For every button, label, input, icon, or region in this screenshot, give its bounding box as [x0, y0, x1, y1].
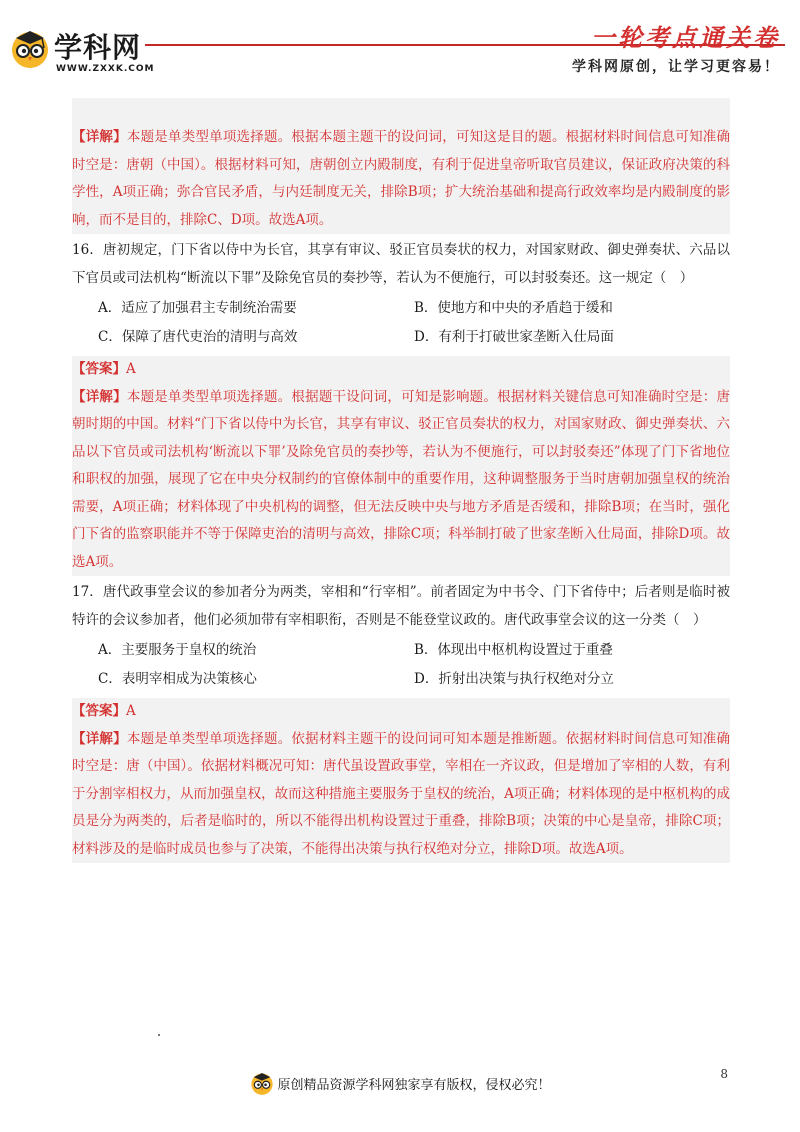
option-c: C．表明宰相成为决策核心 — [98, 671, 257, 687]
answer-label: 【答案】 — [72, 361, 126, 377]
prev-explanation — [72, 124, 730, 234]
option-c: C．保障了唐代吏治的清明与高效 — [98, 329, 298, 345]
explanation-label: 【详解】 — [72, 388, 127, 405]
option-b: B．体现出中枢机构设置过于重叠 — [414, 642, 613, 658]
footer-inner — [249, 1070, 550, 1096]
option-b: B．使地方和中央的矛盾趋于缓和 — [414, 300, 613, 316]
answer-value: A — [126, 703, 136, 719]
explanation-text: 本题是单类型单项选择题。根据本题主题干的设问词，可知这是目的题。根据材料时间信息可知准确时空是：唐朝（中国）。根据材料可知，唐朝创立内殿制度，有利于促进皇帝听取官员建议，保证政府决策的科学性，A项正确；弥合官民矛盾，与内廷制度无关，排除B项；扩大统治基础和提高行政效率均是内殿制度的影响，而不是目的，排除C、D项。故选A项。 — [72, 129, 731, 228]
question-17-stem: 17．唐代政事堂会议的参加者分为两类，宰相和“行宰相”。前者固定为中书令、门下省侍中；后者则是临时被特许的会议参加者，他们必须加带有宰相职衔，否则是不能登堂议政的。唐代政事堂会议的这一分类（ ） — [72, 584, 730, 628]
option-a: A．主要服务于皇权的统治 — [98, 642, 257, 658]
owl-mascot-icon — [8, 26, 52, 70]
logo-url: WWW.ZXXK.COM — [56, 64, 155, 74]
option-d: D．折射出决策与执行权绝对分立 — [414, 671, 614, 687]
owl-mascot-icon — [249, 1070, 275, 1096]
copyright-notice: 原创精品资源学科网独家享有版权，侵权必究！ — [277, 1077, 551, 1093]
explanation-label: 【详解】 — [72, 730, 127, 747]
page-footer — [0, 1070, 800, 1100]
option-a: A．适应了加强君主专制统治需要 — [98, 300, 297, 316]
answer-line — [72, 698, 730, 726]
stray-dot — [158, 1034, 160, 1036]
question-17-answer-block — [72, 698, 730, 863]
explanation-text: 本题是单类型单项选择题。根据题干设问词，可知是影响题。根据材料关键信息可知准确时空是：唐朝时期的中国。材料“门下省以侍中为长官，其享有审议、驳正官员奏状的权力，对国家财政、御史弹奏状、六品以下官员或司法机构‘断流以下罪’及除免官员的奏抄等，若认为不便施行，可以封驳奏还”体现了门下省地位和职权的加强，展现了它在中央分权制约的官僚体制中的重要作用，这种调整服务于当时唐朝加强皇权的统治需要，A项正确；材料体现了中央机构的调整，但无法反映中央与地方矛盾是否缓和，排除B项；在当时，强化门下省的监察职能并不等于保障吏治的清明与高效，排除C项；科举制打破了世家垄断入仕局面，排除D项。故选A项。 — [72, 388, 731, 570]
explanation-label: 【详解】 — [72, 129, 127, 145]
question-16-options — [72, 294, 730, 352]
shade-spacer — [72, 98, 730, 124]
answer-label: 【答案】 — [72, 703, 126, 719]
explanation-text: 本题是单类型单项选择题。依据材料主题干的设问词可知本题是推断题。依据材料时间信息可知准确时空是：唐（中国）。依据材料概况可知：唐代虽设置政事堂，宰相在一齐议政，但是增加了宰相的人数，有利于分割宰相权力，从而加强皇权，故而这种措施主要服务于皇权的统治，A项正确；材料体现的是中枢机构的成员是分为两类的，后者是临时的，所以不能得出机构设置过于重叠，排除B项；决策的中心是皇帝，排除C项；材料涉及的是临时成员也参与了决策，不能得出决策与执行权绝对分立，排除D项。故选A项。 — [72, 730, 731, 857]
answer-line — [72, 356, 730, 384]
question-16-explanation — [72, 384, 730, 577]
question-16-stem: 16．唐初规定，门下省以侍中为长官，其享有审议、驳正官员奏状的权力，对国家财政、御史弹奏状、六品以下官员或司法机构“断流以下罪”及除免官员的奏抄等，若认为不便施行，可以封驳奏还。这一规定（ ） — [72, 242, 730, 286]
question-17-options — [72, 636, 730, 694]
question-17-explanation — [72, 726, 730, 864]
answer-value: A — [126, 361, 136, 377]
series-title: 一轮考点通关卷 — [591, 23, 780, 52]
page-content — [72, 98, 730, 863]
logo-name: 学科网 — [54, 31, 142, 64]
question-16-answer-block — [72, 356, 730, 576]
slogan: 学科网原创，让学习更容易！ — [572, 59, 780, 75]
page-header — [0, 0, 800, 95]
option-d: D．有利于打破世家垄断入仕局面 — [414, 329, 614, 345]
page-number: 8 — [720, 1067, 728, 1081]
prev-explanation-block — [72, 98, 730, 234]
